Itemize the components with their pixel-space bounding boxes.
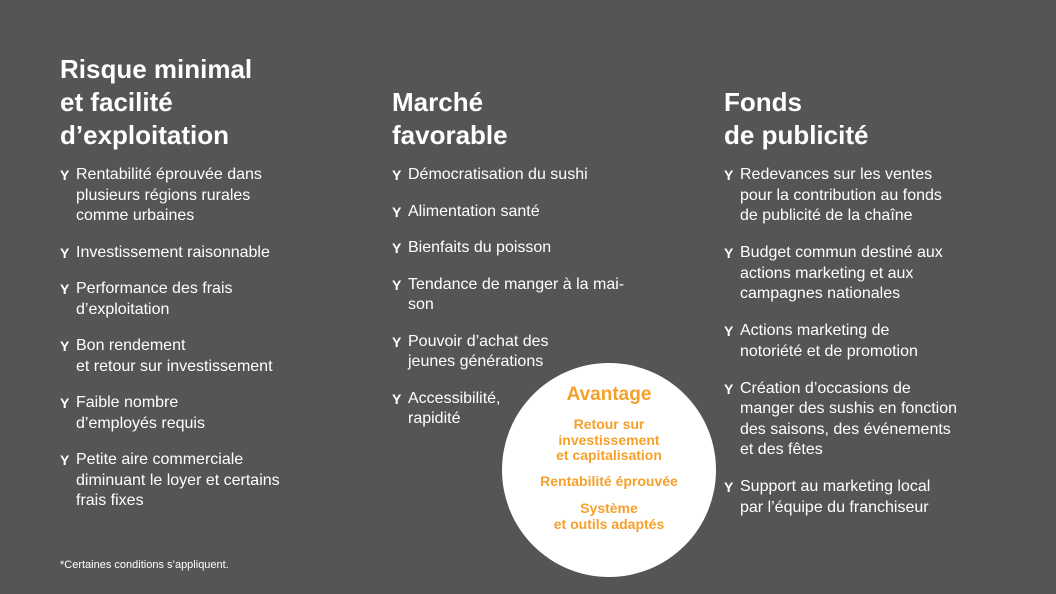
bullet-list (60, 165, 350, 528)
list-item: Y Rentabilité éprouvée dans plusieurs régions rurales comme urbaines (60, 166, 262, 224)
list-item: Y Support au marketing local par l’équipe du franchiseur (724, 478, 931, 516)
footnote: *Certaines conditions s’appliquent. (60, 559, 229, 571)
y-bullet-icon: Y (60, 452, 70, 468)
list-item: Y Pouvoir d’achat des jeunes générations (392, 332, 549, 370)
y-bullet-icon: Y (392, 333, 402, 350)
y-bullet-icon: Y (60, 395, 70, 411)
y-bullet-icon: Y (60, 338, 70, 354)
column-title: Marché favorable (392, 87, 508, 150)
advantage-proven-profitability: Rentabilité éprouvée (540, 473, 678, 489)
list-item: Y Redevances sur les ventes pour la contribution au fonds de publicité de la chaîne (724, 166, 942, 224)
y-bullet-icon: Y (60, 167, 70, 183)
list-item: Y Création d’occasions de manger des sushis en fonction des saisons, des événements et des fêtes (724, 379, 958, 458)
advantage-title: Avantage (566, 384, 652, 405)
y-bullet-icon: Y (724, 245, 734, 261)
y-bullet-icon: Y (392, 390, 402, 407)
y-bullet-icon: Y (724, 323, 734, 339)
y-bullet-icon: Y (60, 281, 70, 297)
list-item: Y Petite aire commerciale diminuant le loyer et certains frais fixes (60, 451, 280, 509)
y-bullet-icon: Y (60, 244, 70, 261)
y-bullet-icon: Y (392, 240, 402, 256)
advantage-circle (502, 363, 716, 577)
y-bullet-icon: Y (392, 203, 402, 220)
advantage-return-investment: Retour sur investissement et capitalisation (556, 416, 662, 463)
list-item: Y Tendance de manger à la mai- son (392, 275, 625, 313)
list-item: Y Bienfaits du poisson (392, 238, 672, 259)
bullet-list (724, 165, 1024, 535)
list-item: Y Actions marketing de notoriété et de promotion (724, 322, 918, 360)
list-item: Y Investissement raisonnable (60, 243, 350, 264)
y-bullet-icon: Y (724, 167, 734, 183)
advantage-system-tools: Système et outils adaptés (553, 500, 665, 532)
y-bullet-icon: Y (724, 479, 734, 495)
list-item: Y Démocratisation du sushi (392, 165, 672, 186)
list-item: Y Budget commun destiné aux actions marketing et aux campagnes nationales (724, 244, 943, 302)
column-title: Fonds de publicité (724, 87, 869, 150)
list-item: Y Alimentation santé (392, 202, 672, 223)
list-item: Y Bon rendement et retour sur investissement (60, 337, 273, 375)
list-item: Y Accessibilité, rapidité (392, 389, 501, 427)
list-item: Y Performance des frais d’exploitation (60, 280, 233, 318)
y-bullet-icon: Y (724, 380, 734, 397)
list-item: Y Faible nombre d’employés requis (60, 394, 205, 432)
y-bullet-icon: Y (392, 276, 402, 293)
column-title: Risque minimal et facilité d’exploitation (60, 54, 253, 150)
y-bullet-icon: Y (392, 167, 402, 183)
